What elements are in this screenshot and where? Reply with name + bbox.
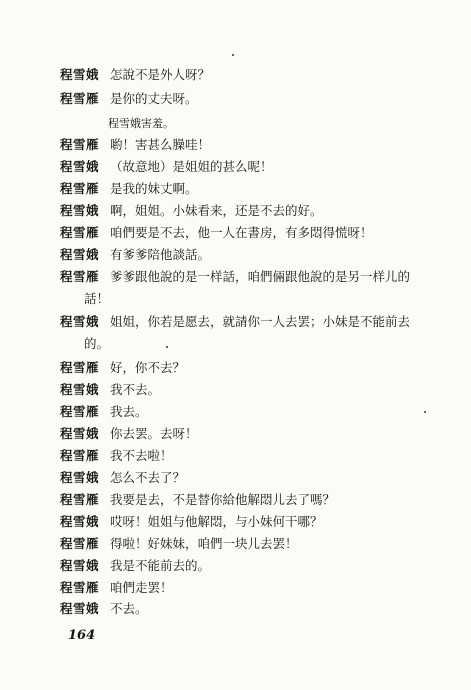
dialogue-line-10 [60, 268, 435, 286]
dialogue-text: 我是不能前去的。 [110, 558, 211, 573]
dialogue-text: 喲！害甚么臊哇！ [110, 137, 211, 152]
dialogue-line-20 [60, 491, 435, 509]
continuation-line: 的。 [84, 336, 110, 351]
dialogue-line-8 [60, 224, 435, 242]
dialogue-line-7 [60, 202, 435, 220]
print-speck [232, 54, 234, 56]
print-speck [424, 411, 426, 413]
dialogue-line-21 [60, 513, 435, 531]
dialogue-line-15 [60, 381, 435, 399]
dialogue-text: 是我的妹丈啊。 [110, 181, 198, 196]
dialogue-text: 我去。 [110, 404, 148, 419]
dialogue-text: 好，你不去？ [110, 360, 186, 375]
speaker-name: 程雪雁 [60, 225, 100, 240]
dialogue-line-12 [60, 313, 435, 331]
dialogue-text: 怎么不去了？ [110, 470, 186, 485]
dialogue-line-6 [60, 180, 435, 198]
dialogue-text: 咱們走罢！ [110, 580, 173, 595]
speaker-name: 程雪雁 [60, 360, 100, 375]
stage-direction: 程雪娥害羞。 [108, 117, 174, 130]
speaker-name: 程雪娥 [60, 247, 100, 262]
dialogue-line-1 [60, 66, 435, 84]
dialogue-line-18 [60, 447, 435, 465]
dialogue-line-17 [60, 425, 435, 443]
speaker-name: 程雪雁 [60, 536, 100, 551]
print-speck [166, 346, 168, 348]
speaker-name: 程雪雁 [60, 580, 100, 595]
page-number: 164 [68, 628, 96, 643]
dialogue-line-2 [60, 90, 435, 108]
speaker-name: 程雪雁 [60, 492, 100, 507]
dialogue-text: 我要是去，不是替你給他解悶儿去了嗎？ [110, 492, 336, 507]
dialogue-text: 爹爹跟他說的是一样話，咱們倆跟他說的是另一样儿的 [110, 269, 411, 284]
speaker-name: 程雪雁 [60, 137, 100, 152]
speaker-name: 程雪娥 [60, 601, 100, 616]
dialogue-text: 姐姐，你若是愿去，就請你一人去罢；小妹是不能前去 [110, 314, 411, 329]
dialogue-text: 哎呀！姐姐与他解悶，与小妹何干哪？ [110, 514, 323, 529]
speaker-name: 程雪娥 [60, 426, 100, 441]
speaker-name: 程雪娥 [60, 203, 100, 218]
dialogue-line-25 [60, 600, 435, 618]
speaker-name: 程雪娥 [60, 558, 100, 573]
speaker-name: 程雪娥 [60, 67, 100, 82]
dialogue-text: 我不去啦！ [110, 448, 173, 463]
dialogue-line-24 [60, 579, 435, 597]
dialogue-line-23 [60, 557, 435, 575]
dialogue-text: 得啦！好妹妹，咱們一块儿去罢！ [110, 536, 298, 551]
dialogue-line-16 [60, 403, 435, 421]
speaker-name: 程雪雁 [60, 269, 100, 284]
dialogue-line-19 [60, 469, 435, 487]
speaker-name: 程雪娥 [60, 382, 100, 397]
speaker-name: 程雪娥 [60, 314, 100, 329]
dialogue-text: 是你的丈夫呀。 [110, 91, 198, 106]
dialogue-line-14 [60, 359, 435, 377]
dialogue-text: 啊，姐姐。小妹看来，还是不去的好。 [110, 203, 323, 218]
dialogue-text: 我不去。 [110, 382, 161, 397]
continuation-line: 話！ [84, 291, 110, 306]
dialogue-text: 你去罢。去呀！ [110, 426, 198, 441]
dialogue-line-9 [60, 246, 435, 264]
speaker-name: 程雪娥 [60, 159, 100, 174]
speaker-name: 程雪雁 [60, 404, 100, 419]
dialogue-line-5 [60, 158, 435, 176]
speaker-name: 程雪雁 [60, 181, 100, 196]
dialogue-line-22 [60, 535, 435, 553]
speaker-name: 程雪娥 [60, 514, 100, 529]
dialogue-text: 怎說不是外人呀？ [110, 67, 211, 82]
dialogue-text: 咱們要是不去，他一人在書房，有多悶得慌呀！ [110, 225, 373, 240]
dialogue-text: 不去。 [110, 601, 148, 616]
speaker-name: 程雪娥 [60, 470, 100, 485]
speaker-name: 程雪雁 [60, 91, 100, 106]
speaker-name: 程雪雁 [60, 448, 100, 463]
dialogue-text: 有爹爹陪他談話。 [110, 247, 211, 262]
dialogue-line-4 [60, 136, 435, 154]
dialogue-text: （故意地）是姐姐的甚么呢！ [110, 159, 273, 174]
